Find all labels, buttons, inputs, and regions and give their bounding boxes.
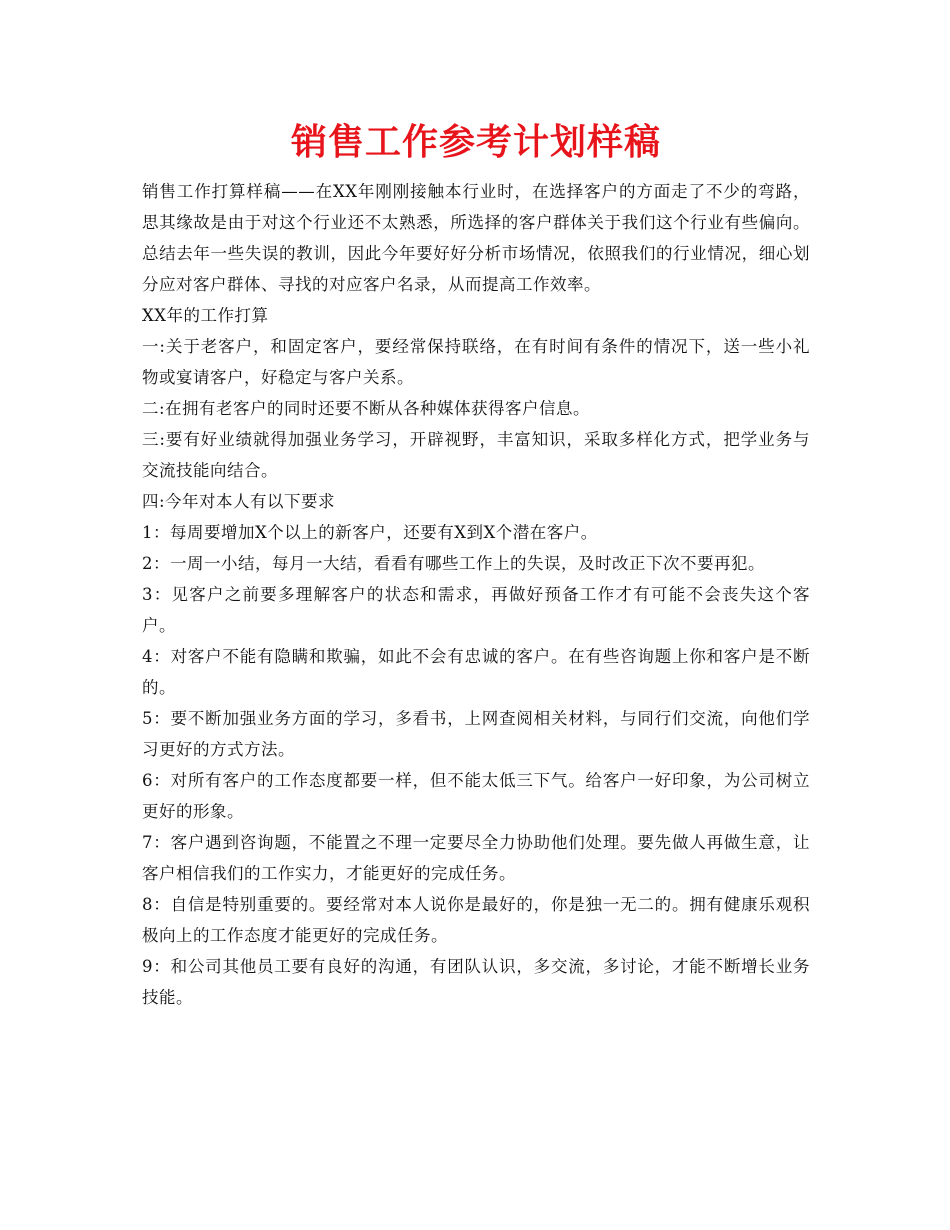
paragraph-item-1: 一:关于老客户，和固定客户，要经常保持联络，在有时间有条件的情况下，送一些小礼物或宴请客户，好稳定与客户关系。 xyxy=(142,337,810,387)
paragraph-item-2: 二:在拥有老客户的同时还要不断从各种媒体获得客户信息。 xyxy=(142,399,591,418)
requirement-6: 6：对所有客户的工作态度都要一样，但不能太低三下气。给客户一好印象，为公司树立更好的形象。 xyxy=(142,771,810,821)
requirement-9: 9：和公司其他员工要有良好的沟通，有团队认识，多交流，多讨论，才能不断增长业务技能。 xyxy=(142,957,810,1007)
requirement-1: 1：每周要增加X个以上的新客户，还要有X到X个潜在客户。 xyxy=(142,523,598,542)
paragraph-intro: 销售工作打算样稿——在XX年刚刚接触本行业时，在选择客户的方面走了不少的弯路，思其缘故是由于对这个行业还不太熟悉，所选择的客户群体关于我们这个行业有些偏向。总结去年一些失误的教训，因此今年要好好分析市场情况，依照我们的行业情况，细心划分应对客户群体、寻找的对应客户名录，从而提高工作效率。 xyxy=(142,182,810,294)
document-title: 销售工作参考计划样稿 xyxy=(290,122,661,163)
paragraph-plan-heading: XX年的工作打算 xyxy=(142,306,269,325)
requirement-4: 4：对客户不能有隐瞒和欺骗，如此不会有忠诚的客户。在有些咨询题上你和客户是不断的。 xyxy=(142,647,810,697)
paragraph-item-4: 四:今年对本人有以下要求 xyxy=(142,492,336,511)
requirement-8: 8：自信是特别重要的。要经常对本人说你是最好的，你是独一无二的。拥有健康乐观积极向上的工作态度才能更好的完成任务。 xyxy=(142,895,810,945)
requirement-7: 7：客户遇到咨询题，不能置之不理一定要尽全力协助他们处理。要先做人再做生意，让客户相信我们的工作实力，才能更好的完成任务。 xyxy=(142,833,810,883)
requirement-3: 3：见客户之前要多理解客户的状态和需求，再做好预备工作才有可能不会丧失这个客户。 xyxy=(142,585,810,635)
paragraph-item-3: 三:要有好业绩就得加强业务学习，开辟视野，丰富知识，采取多样化方式，把学业务与交流技能向结合。 xyxy=(142,430,810,480)
document-body xyxy=(142,176,810,1013)
requirement-2: 2：一周一小结，每月一大结，看看有哪些工作上的失误，及时改正下次不要再犯。 xyxy=(142,554,765,573)
requirement-5: 5：要不断加强业务方面的学习，多看书，上网查阅相关材料，与同行们交流，向他们学习更好的方式方法。 xyxy=(142,709,810,759)
